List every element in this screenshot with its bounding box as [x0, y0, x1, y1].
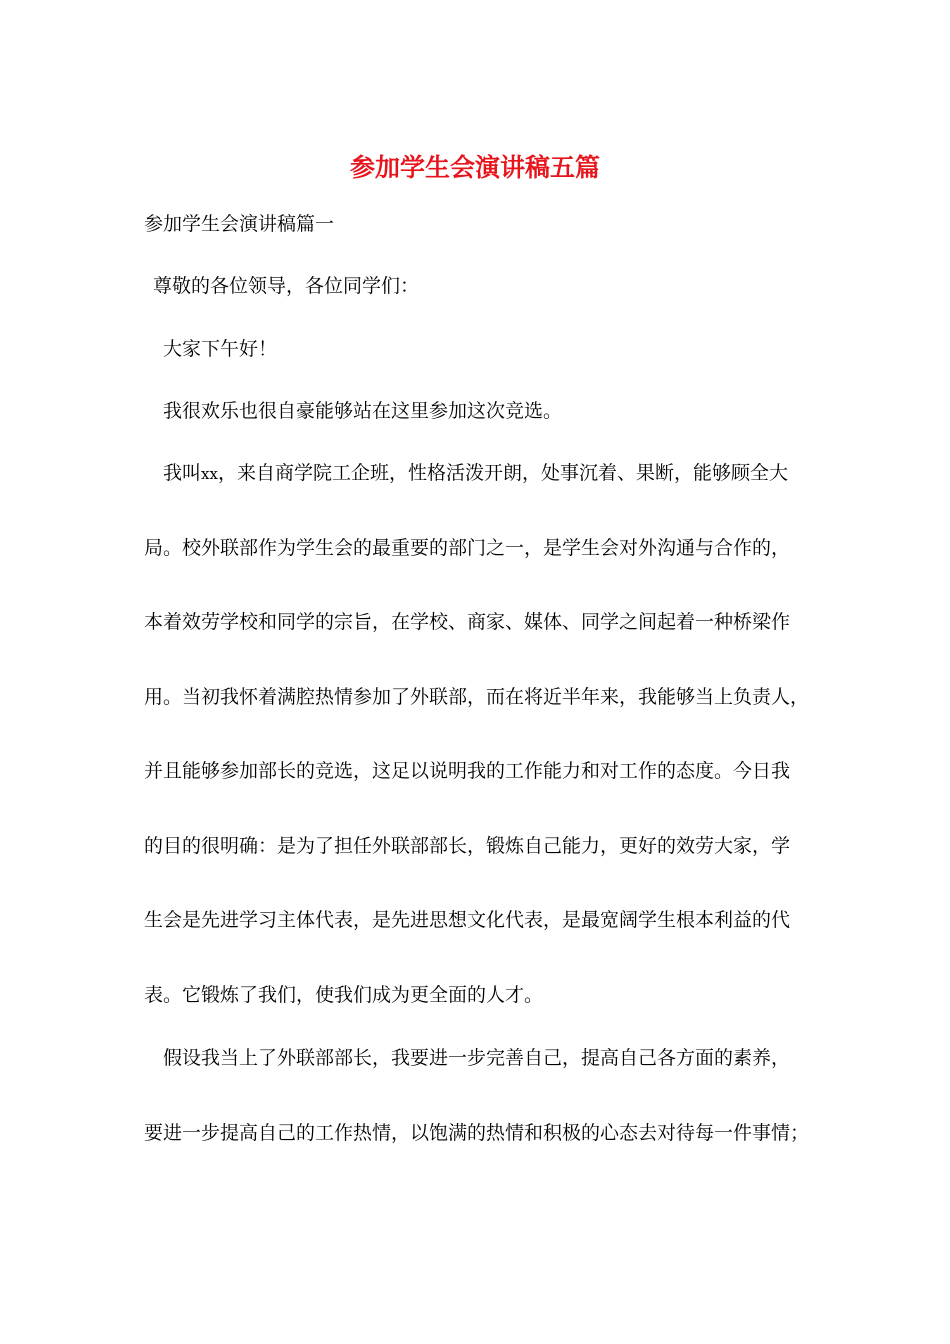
paragraph-2-line-8: 表。它锻炼了我们，使我们成为更全面的人才。	[144, 984, 544, 1006]
paragraph-3-line-1: 假设我当上了外联部部长，我要进一步完善自己，提高自己各方面的素养，	[163, 1047, 791, 1069]
paragraph-2-line-2: 局。校外联部作为学生会的最重要的部门之一，是学生会对外沟通与合作的，	[144, 537, 791, 559]
paragraph-2-line-7: 生会是先进学习主体代表，是先进思想文化代表，是最宽阔学生根本利益的代	[144, 909, 791, 931]
paragraph-2-prefix: 我叫	[163, 462, 202, 484]
paragraph-2-line-5: 并且能够参加部长的竞选，这足以说明我的工作能力和对工作的态度。今日我	[144, 760, 791, 782]
paragraph-2-line-6: 的目的很明确：是为了担任外联部部长，锻炼自己能力，更好的效劳大家，学	[144, 835, 791, 857]
paragraph-1: 我很欢乐也很自豪能够站在这里参加这次竞选。	[163, 400, 563, 422]
paragraph-2-line-4: 用。当初我怀着满腔热情参加了外联部，而在将近半年来，我能够当上负责人，	[144, 686, 810, 708]
greeting: 大家下午好！	[163, 338, 278, 360]
section-heading: 参加学生会演讲稿篇一	[144, 213, 335, 235]
paragraph-3-line-2: 要进一步提高自己的工作热情，以饱满的热情和积极的心态去对待每一件事情；	[144, 1122, 810, 1144]
paragraph-2-line-1	[163, 460, 788, 487]
salutation: 尊敬的各位领导，各位同学们：	[153, 275, 420, 297]
document-title: 参加学生会演讲稿五篇	[349, 153, 600, 182]
student-name: xx	[201, 465, 218, 483]
paragraph-2-line-1-rest: ，来自商学院工企班，性格活泼开朗，处事沉着、果断，能够顾全大	[217, 462, 788, 484]
paragraph-2-line-3: 本着效劳学校和同学的宗旨，在学校、商家、媒体、同学之间起着一种桥梁作	[144, 611, 791, 633]
